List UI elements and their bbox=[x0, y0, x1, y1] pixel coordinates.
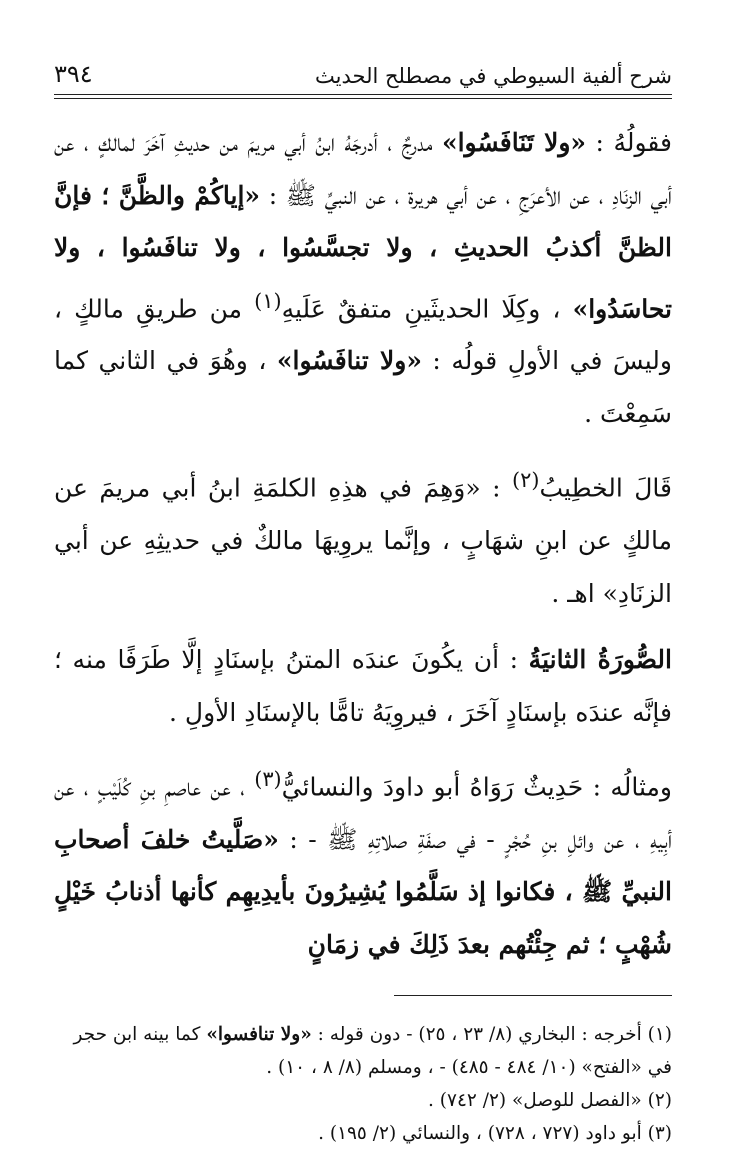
p2-text-1: قَالَ الخطِيبُ bbox=[539, 473, 672, 503]
header-rule-thin bbox=[54, 98, 672, 99]
p1-text-2: ، وكِلَا الحديثَينِ متفقٌ عَلَيهِ bbox=[281, 293, 573, 323]
footnote-ref-3: (٣) bbox=[254, 767, 282, 792]
header-rule bbox=[54, 94, 672, 95]
footnote-ref-1: (١) bbox=[254, 288, 282, 313]
footnote-ref-2: (٢) bbox=[512, 468, 540, 493]
p4-text-1: ومثالُه : حَدِيثٌ رَوَاهُ أبو داودَ والنسائيُّ bbox=[281, 772, 672, 802]
p1-text-1: مدرجٌ ، أدرجَهُ ابنُ أبي مريمَ من حديثِ آخَرَ لمالكٍ ، عن أبي الزنَادِ ، عن الأعرَجِ ، عن أبي هريرة ، عن النبيِّ ﷺ : bbox=[54, 128, 672, 210]
p4-text-2: ، عن عاصمِ بنِ كُلَيْبٍ ، عن أبِيهِ ، عن وائلِ بنِ حُجْرٍ - في صفَةِ صلاتِهِ ﷺ - : bbox=[54, 772, 673, 854]
footnote-1 bbox=[54, 1018, 672, 1084]
fn1-text-1: (١) أخرجه : البخاري (٨/ ٢٣ ، ٢٥) - دون قوله : bbox=[311, 1024, 672, 1046]
p1-hadith-quote: «إياكُمْ والظَّنَّ ؛ فإنَّ الظنَّ أكذبُ الحديثِ ، ولا تجسَّسُوا ، ولا تنافَسُوا ، ولا تحاسَدُوا» bbox=[54, 180, 672, 323]
p1-text-3: من طريقِ مالكٍ ، وليسَ في الأولِ قولُه : bbox=[54, 293, 672, 376]
p1-quote-2: «ولا تنافَسُوا» bbox=[276, 346, 422, 376]
main-text bbox=[54, 117, 672, 971]
fn1-quote: «ولا تنافسوا» bbox=[206, 1024, 312, 1046]
running-header bbox=[54, 0, 672, 88]
p3-heading: الصُّورَةُ الثانيَةُ bbox=[528, 645, 672, 675]
p4-hadith-quote: «صَلَّيتُ خلفَ أصحابِ النبيِّ ﷺ ، فكانوا إذ سَلَّمُوا يُشِيرُونَ بأيدِيهِم كأنها أذنابُ خَيْلٍ شُهْبٍ ؛ ثم جِئْتُهم بعدَ ذَلِكَ في زمَانٍ bbox=[54, 824, 672, 959]
p1-intro: فقولُهُ : bbox=[586, 128, 672, 157]
paragraph-3 bbox=[54, 634, 672, 739]
p3-text: : أن يكُونَ عندَه المتنُ بإسنَادٍ إلَّا طَرَفًا منه ؛ فإنَّه عندَه بإسنَادٍ آخَرَ ، فيروِيَهُ تامًّا بالإسنَادِ الأولِ . bbox=[54, 645, 672, 727]
paragraph-1 bbox=[54, 117, 672, 440]
book-title: شرح ألفية السيوطي في مصطلح الحديث bbox=[315, 64, 672, 88]
footnote-2: (٢) «الفصل للوصل» (٢/ ٧٤٢) . bbox=[428, 1090, 672, 1112]
p1-text-4: ، وهُوَ في الثاني كما سَمِعْتَ . bbox=[54, 346, 672, 428]
paragraph-4 bbox=[54, 753, 672, 971]
paragraph-2 bbox=[54, 454, 672, 620]
fn1-text-2: كما بينه ابن حجر في «الفتح» (١٠/ ٤٨٤ - ٤٨٥) - ، ومسلم (٨/ ٨ ، ١٠) . bbox=[73, 1024, 672, 1079]
footnote-separator bbox=[394, 995, 672, 996]
footnotes bbox=[54, 1018, 672, 1150]
p2-text-2: : «وَهِمَ في هذِهِ الكلمَةِ ابنُ أبي مريمَ عن مالكٍ عن ابنِ شهَابٍ ، وإنَّما يروِيهَا مالكٌ في حديثِهِ عن أبي الزنَادِ» اهـ . bbox=[54, 473, 672, 608]
p1-quote-1: «ولا تَنَافَسُوا» bbox=[441, 128, 587, 157]
footnote-3: (٣) أبو داود (٧٢٧ ، ٧٢٨) ، والنسائي (٢/ ١٩٥) . bbox=[318, 1123, 672, 1145]
page-number: ٣٩٤ bbox=[54, 60, 93, 88]
